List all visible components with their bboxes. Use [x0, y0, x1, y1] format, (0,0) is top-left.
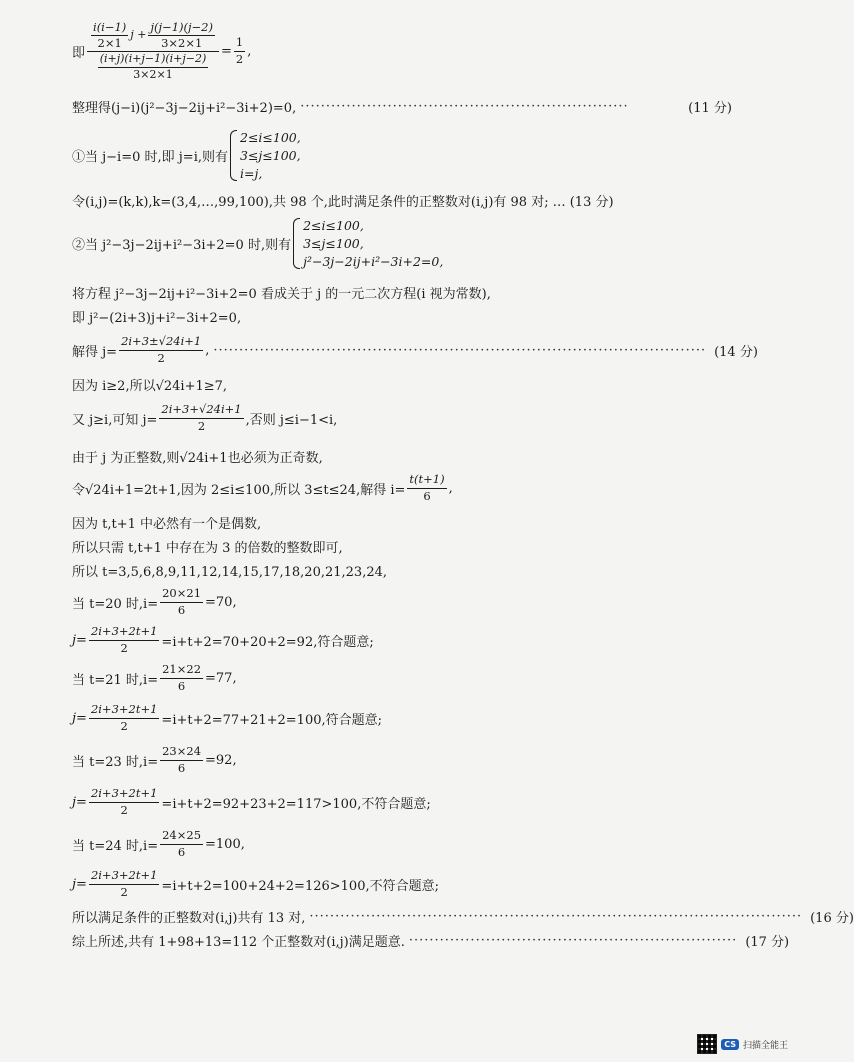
camscanner-logo-icon: CS — [721, 1039, 739, 1050]
text-line-15: 所以 t=3,5,6,8,9,11,12,14,15,17,18,20,21,23,24, — [72, 564, 388, 580]
text-line-3: ①当 j−i=0 时,即 j=i,则有 2≤i≤100, 3≤j≤100, i=j, — [72, 129, 301, 181]
text-line-22: 当 t=24 时,i= $\frac{24\times 25}{6}$ =100, — [72, 828, 245, 859]
text-line-7: 即 j²−(2i+3)j+i²−3i+2=0, — [72, 310, 242, 326]
score-mark: (14 分) — [714, 344, 758, 360]
text-line-11: 由于 j 为正整数,则√24i+1也必须为正奇数, — [72, 450, 323, 466]
score-mark: … (13 分) — [552, 194, 614, 210]
text-line-9: 因为 i≥2,所以√24i+1≥7, — [72, 378, 228, 394]
watermark-label: 扫描全能王 — [742, 1040, 788, 1051]
text-line-19: j= $\frac{2i+3+2t+1}{2}$ =i+t+2=77+21+2=100,符合题意; — [72, 702, 383, 733]
text-line-25: 综上所述,共有 1+98+13=112 个正整数对(i,j)满足题意. ································································ (17 分) — [72, 932, 790, 950]
text-line-8: 解得 j= $\frac{2i+3\pm√24i+1}{2}$ , ································································································ (14 分) — [72, 334, 758, 365]
qr-code-icon — [697, 1034, 717, 1054]
case-brace: 2≤i≤100, 3≤j≤100, j²−3j−2ij+i²−3i+2=0, — [293, 218, 443, 269]
text-line-21: j= $\frac{2i+3+2t+1}{2}$ =i+t+2=92+23+2=117>100,不符合题意; — [72, 786, 431, 817]
equation-line-1: 即 $\frac{i(i-1)}{2\times 1}$ j + $\frac{j(j-1)(j-2)}{3\times 2\times 1}$ $\frac{(i+j)(i+j-1)(i+j-2)}{3\times 2\times 1}$ = $\frac{1}{2}$ , — [72, 19, 252, 81]
scanner-watermark — [697, 1034, 788, 1054]
text-line-4: 令(i,j)=(k,k),k=(3,4,…,99,100),共 98 个,此时满足条件的正整数对(i,j)有 98 对; … (13 分) — [72, 190, 732, 210]
text-line-18: 当 t=21 时,i= $\frac{21\times 22}{6}$ =77, — [72, 662, 237, 693]
text-line-20: 当 t=23 时,i= $\frac{23\times 24}{6}$ =92, — [72, 744, 237, 775]
text-line-10: 又 j≥i,可知 j= $\frac{2i+3+√24i+1}{2}$ ,否则 j≤i−1<i, — [72, 402, 338, 433]
compound-fraction: $\frac{i(i-1)}{2\times 1}$ j + $\frac{j(j-1)(j-2)}{3\times 2\times 1}$ $\frac{(i+j)(i+j-1)(i+j-2)}{3\times 2\times 1}$ — [87, 21, 219, 82]
text-line-23: j= $\frac{2i+3+2t+1}{2}$ =i+t+2=100+24+2=126>100,不符合题意; — [72, 868, 439, 899]
leader-dots: ································································································ — [213, 342, 707, 358]
score-mark: (16 分) — [810, 910, 854, 926]
text-line-2: 整理得(j−i)(j²−3j−2ij+i²−3i+2)=0, ································································ (11 分) — [72, 98, 732, 116]
text-line-12: 令√24i+1=2t+1,因为 2≤i≤100,所以 3≤t≤24,解得 i= $\frac{t(t+1)}{6}$ , — [72, 472, 453, 503]
leader-dots: ································································ — [300, 98, 629, 114]
text-line-17: j= $\frac{2i+3+2t+1}{2}$ =i+t+2=70+20+2=92,符合题意; — [72, 624, 374, 655]
text-line-16: 当 t=20 时,i= $\frac{20\times 21}{6}$ =70, — [72, 586, 237, 617]
leader-dots: ································································ — [408, 932, 738, 948]
text-line-14: 所以只需 t,t+1 中存在为 3 的倍数的整数即可, — [72, 540, 343, 556]
text: 即 — [72, 45, 86, 61]
text-line-24: 所以满足条件的正整数对(i,j)共有 13 对, ································································································ (16 分) — [72, 908, 854, 926]
text-line-5: ②当 j²−3j−2ij+i²−3i+2=0 时,则有 2≤i≤100, 3≤j≤100, j²−3j−2ij+i²−3i+2=0, — [72, 217, 444, 269]
score-mark: (17 分) — [745, 934, 790, 950]
text-line-6: 将方程 j²−3j−2ij+i²−3i+2=0 看成关于 j 的一元二次方程(i 视为常数), — [72, 286, 491, 302]
score-mark: (11 分) — [688, 100, 732, 116]
leader-dots: ································································································ — [309, 908, 803, 924]
text-line-13: 因为 t,t+1 中必然有一个是偶数, — [72, 516, 262, 532]
case-brace: 2≤i≤100, 3≤j≤100, i=j, — [230, 130, 301, 181]
